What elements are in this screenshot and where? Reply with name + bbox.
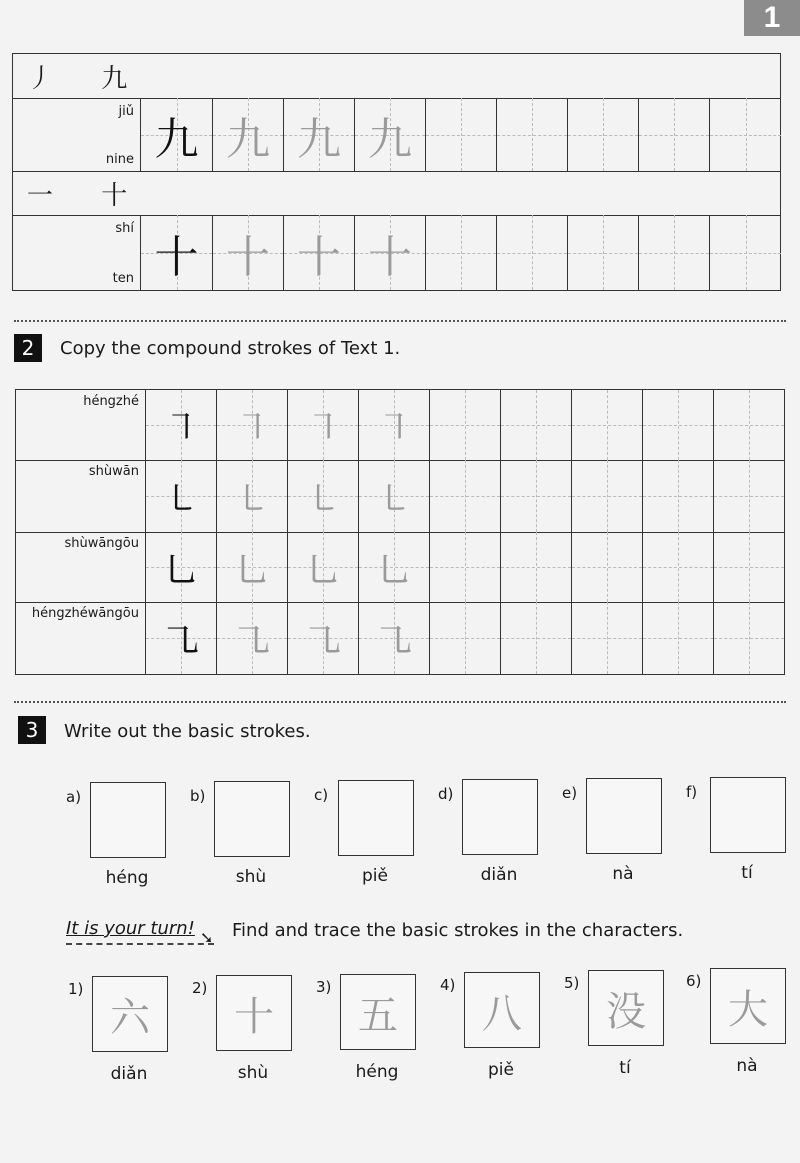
label-cell [16, 532, 146, 602]
item-number: 5) [564, 974, 580, 992]
trace-box[interactable] [355, 98, 426, 171]
empty-box[interactable] [430, 460, 501, 532]
writing-boxes [146, 602, 784, 674]
trace-box[interactable]: 六 [92, 976, 168, 1052]
writing-box[interactable] [710, 777, 786, 853]
compound-strokes-table [15, 389, 785, 675]
stroke-name: tí [619, 1058, 631, 1078]
writing-boxes [146, 460, 784, 532]
empty-box[interactable] [501, 390, 572, 460]
model-box [141, 215, 213, 290]
label-cell [13, 215, 141, 290]
compound-stroke-row [16, 602, 784, 674]
model-stroke: ㇈ [161, 618, 201, 665]
trace-box[interactable] [284, 98, 355, 171]
trace-character: 十 [297, 231, 341, 283]
item-number: 6) [686, 972, 702, 990]
trace-stroke: ㇕ [375, 407, 412, 449]
pinyin-label: jiǔ [118, 104, 134, 119]
stroke-order: 一 十 [27, 180, 148, 211]
section-divider [14, 320, 786, 322]
trace-character: 十 [226, 231, 270, 283]
trace-box[interactable] [213, 215, 284, 290]
empty-box[interactable] [430, 532, 501, 602]
model-character: 九 [154, 113, 199, 165]
empty-box[interactable] [572, 532, 643, 602]
trace-stroke: ㇟ [374, 547, 414, 594]
trace-stroke: ㇄ [304, 478, 341, 520]
empty-box[interactable] [714, 602, 784, 674]
empty-box[interactable] [501, 460, 572, 532]
trace-stroke: ㇄ [375, 478, 412, 520]
empty-box[interactable] [643, 390, 714, 460]
empty-box[interactable] [497, 98, 568, 171]
item-number: 1) [68, 980, 84, 998]
trace-box[interactable] [288, 390, 359, 460]
writing-box[interactable] [90, 782, 166, 858]
empty-box[interactable] [714, 532, 784, 602]
stroke-name: nà [736, 1056, 758, 1076]
empty-box[interactable] [710, 98, 781, 171]
empty-box[interactable] [639, 98, 710, 171]
empty-box[interactable] [572, 390, 643, 460]
empty-box[interactable] [572, 460, 643, 532]
section-number-2: 2 [14, 334, 42, 362]
stroke-order-row [13, 171, 780, 216]
writing-box[interactable] [462, 779, 538, 855]
trace-box[interactable] [355, 215, 426, 290]
trace-box[interactable]: 八 [464, 972, 540, 1048]
empty-box[interactable] [643, 460, 714, 532]
stroke-name: shùwāngōu [64, 536, 139, 551]
item-letter: c) [314, 786, 329, 804]
trace-character: 九 [368, 113, 412, 165]
stroke-name: piě [488, 1060, 514, 1080]
empty-box[interactable] [639, 215, 710, 290]
stroke-name: nà [612, 864, 634, 884]
trace-box[interactable] [217, 460, 288, 532]
empty-box[interactable] [430, 390, 501, 460]
label-cell [13, 98, 141, 171]
stroke-name: diǎn [480, 865, 518, 885]
empty-box[interactable] [568, 98, 639, 171]
item-letter: d) [438, 785, 454, 803]
label-cell [16, 390, 146, 460]
empty-box[interactable] [430, 602, 501, 674]
empty-box[interactable] [710, 215, 781, 290]
stroke-name: héngzhé [83, 394, 139, 409]
empty-box[interactable] [426, 98, 497, 171]
trace-box[interactable]: 大 [710, 968, 786, 1044]
stroke-name: tí [741, 863, 753, 883]
arrow-icon: ➘ [200, 928, 214, 947]
empty-box[interactable] [568, 215, 639, 290]
label-cell [16, 602, 146, 674]
stroke-name: héng [355, 1062, 399, 1082]
trace-stroke: ㇈ [232, 618, 272, 665]
writing-boxes [146, 390, 784, 460]
writing-boxes [141, 98, 780, 171]
trace-box[interactable] [359, 532, 430, 602]
meaning-label: ten [112, 271, 134, 286]
trace-stroke: ㇟ [303, 547, 343, 594]
stroke-name: shù [235, 867, 267, 887]
trace-box[interactable]: 五 [340, 974, 416, 1050]
trace-stroke: ㇟ [232, 547, 272, 594]
writing-box[interactable] [338, 780, 414, 856]
trace-box[interactable] [288, 602, 359, 674]
empty-box[interactable] [714, 390, 784, 460]
section-number-3: 3 [18, 716, 46, 744]
stroke-name: diǎn [110, 1064, 148, 1084]
empty-box[interactable] [714, 460, 784, 532]
compound-stroke-row [16, 390, 784, 461]
empty-box[interactable] [572, 602, 643, 674]
trace-character: 十 [368, 231, 412, 283]
trace-stroke: ㇈ [303, 618, 343, 665]
meaning-label: nine [105, 152, 134, 167]
item-letter: a) [66, 788, 82, 806]
trace-stroke: ㇈ [374, 618, 414, 665]
your-turn-label: It is your turn! [66, 918, 195, 939]
item-number: 3) [316, 978, 332, 996]
trace-box[interactable] [284, 215, 355, 290]
writing-boxes [141, 215, 780, 290]
stroke-name: shùwān [88, 464, 139, 479]
page-number-tab: 1 [744, 0, 800, 36]
empty-box[interactable] [497, 215, 568, 290]
model-box [146, 602, 217, 674]
empty-box[interactable] [643, 602, 714, 674]
trace-box[interactable] [359, 390, 430, 460]
trace-box[interactable]: 没 [588, 970, 664, 1046]
character-practice-row [13, 215, 780, 290]
trace-box[interactable] [288, 460, 359, 532]
trace-box[interactable] [217, 602, 288, 674]
model-stroke: ㇟ [161, 547, 201, 594]
pinyin-label: shí [115, 221, 134, 236]
model-character: 十 [154, 231, 199, 283]
character-practice-row [13, 98, 780, 172]
compound-stroke-row [16, 460, 784, 533]
empty-box[interactable] [643, 532, 714, 602]
stroke-name: shù [237, 1063, 269, 1083]
item-letter: f) [686, 783, 698, 801]
compound-stroke-row [16, 532, 784, 603]
model-box [146, 460, 217, 532]
trace-stroke: ㇕ [233, 407, 270, 449]
section-divider [14, 701, 786, 703]
item-letter: b) [190, 787, 206, 805]
trace-box[interactable] [217, 532, 288, 602]
empty-box[interactable] [426, 215, 497, 290]
your-turn-underline [66, 943, 214, 945]
stroke-order-row [13, 54, 780, 99]
model-box [141, 98, 213, 171]
stroke-name: piě [362, 866, 388, 886]
character-practice-table [12, 53, 781, 291]
writing-boxes [146, 532, 784, 602]
trace-box[interactable] [359, 602, 430, 674]
label-cell [16, 460, 146, 532]
trace-box[interactable] [213, 98, 284, 171]
empty-box[interactable] [501, 532, 572, 602]
item-letter: e) [562, 784, 578, 802]
trace-character: 九 [226, 113, 270, 165]
section-2-title: Copy the compound strokes of Text 1. [60, 338, 401, 359]
stroke-order: 丿 九 [27, 63, 148, 94]
writing-box[interactable] [586, 778, 662, 854]
model-box [146, 532, 217, 602]
trace-stroke: ㇕ [304, 407, 341, 449]
empty-box[interactable] [501, 602, 572, 674]
section-3-title: Write out the basic strokes. [64, 721, 311, 742]
model-stroke: ㇄ [162, 478, 199, 520]
model-stroke: ㇕ [162, 407, 199, 449]
item-number: 4) [440, 976, 456, 994]
your-turn-instruction: Find and trace the basic strokes in the characters. [232, 920, 684, 941]
item-number: 2) [192, 979, 208, 997]
trace-box[interactable] [288, 532, 359, 602]
trace-character: 九 [297, 113, 341, 165]
stroke-name: héng [105, 868, 149, 888]
trace-stroke: ㇄ [233, 478, 270, 520]
model-box [146, 390, 217, 460]
writing-box[interactable] [214, 781, 290, 857]
stroke-name: héngzhéwāngōu [31, 606, 139, 621]
trace-box[interactable] [217, 390, 288, 460]
trace-box[interactable] [359, 460, 430, 532]
trace-box[interactable]: 十 [216, 975, 292, 1051]
